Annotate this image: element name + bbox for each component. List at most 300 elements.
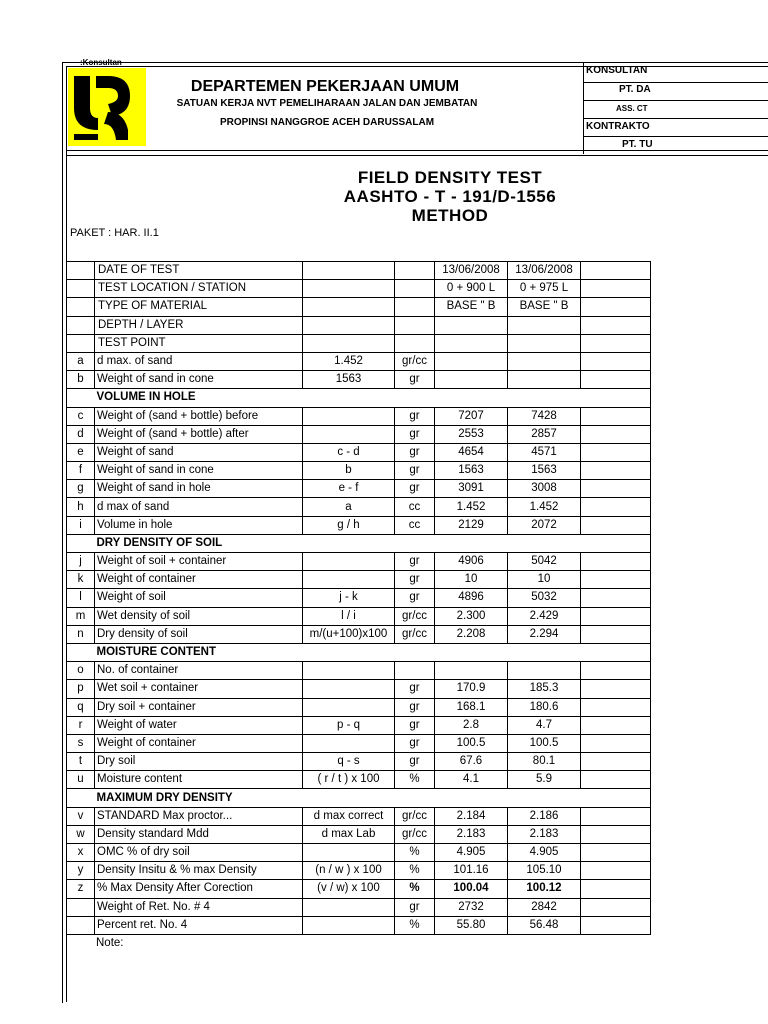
value-extra bbox=[581, 734, 651, 752]
value-test-1: 67.6 bbox=[435, 753, 508, 771]
province-title: PROPINSI NANGGROE ACEH DARUSSALAM bbox=[219, 117, 435, 128]
section-cell bbox=[581, 534, 651, 552]
row-label: Density standard Mdd bbox=[95, 825, 303, 843]
value-test-2: 185.3 bbox=[508, 680, 581, 698]
row-formula: 1.452 bbox=[303, 352, 395, 370]
row-label: Dry soil + container bbox=[95, 698, 303, 716]
row-unit: cc bbox=[395, 516, 435, 534]
value-test-2: 1563 bbox=[508, 462, 581, 480]
value-extra bbox=[581, 844, 651, 862]
section-cell bbox=[67, 534, 95, 552]
value-test-2: 4.7 bbox=[508, 716, 581, 734]
row-unit: cc bbox=[395, 498, 435, 516]
row-label: STANDARD Max proctor... bbox=[95, 807, 303, 825]
value-extra bbox=[581, 698, 651, 716]
row-letter bbox=[67, 280, 95, 298]
row-formula: b bbox=[303, 462, 395, 480]
row-formula bbox=[303, 316, 395, 334]
value-test-1: 1.452 bbox=[435, 498, 508, 516]
satker-title: SATUAN KERJA NVT PEMELIHARAAN JALAN DAN JEMBATAN bbox=[176, 98, 478, 109]
row-label: Weight of water bbox=[95, 716, 303, 734]
row-letter: f bbox=[67, 462, 95, 480]
value-test-2: 13/06/2008 bbox=[508, 262, 581, 280]
row-unit bbox=[395, 262, 435, 280]
section-cell bbox=[395, 389, 435, 407]
row-label: Weight of container bbox=[95, 571, 303, 589]
section-cell bbox=[67, 643, 95, 661]
value-extra bbox=[581, 589, 651, 607]
row-unit: gr bbox=[395, 571, 435, 589]
row-unit: % bbox=[395, 916, 435, 934]
row-letter: z bbox=[67, 880, 95, 898]
value-test-2: 4.905 bbox=[508, 844, 581, 862]
row-formula: j - k bbox=[303, 589, 395, 607]
row-formula bbox=[303, 425, 395, 443]
title-line-2: AASHTO - T - 191/D-1556 bbox=[343, 187, 557, 206]
row-unit: gr/cc bbox=[395, 825, 435, 843]
row-formula: c - d bbox=[303, 443, 395, 461]
value-test-1: 2.208 bbox=[435, 625, 508, 643]
row-formula: d max correct bbox=[303, 807, 395, 825]
row-formula bbox=[303, 680, 395, 698]
value-test-2 bbox=[508, 371, 581, 389]
section-row bbox=[67, 643, 651, 661]
value-test-2: 5032 bbox=[508, 589, 581, 607]
row-label: Weight of sand in cone bbox=[95, 462, 303, 480]
section-label: VOLUME IN HOLE bbox=[95, 389, 303, 407]
value-extra bbox=[581, 498, 651, 516]
section-cell bbox=[581, 643, 651, 661]
title-line-1: FIELD DENSITY TEST bbox=[357, 168, 543, 187]
section-cell bbox=[67, 789, 95, 807]
row-formula: ( r / t ) x 100 bbox=[303, 771, 395, 789]
value-test-2: 7428 bbox=[508, 407, 581, 425]
section-cell bbox=[435, 534, 508, 552]
department-title: DEPARTEMEN PEKERJAAN UMUM bbox=[190, 78, 460, 95]
row-unit: gr bbox=[395, 698, 435, 716]
value-test-2: 0 + 975 L bbox=[508, 280, 581, 298]
section-cell bbox=[581, 389, 651, 407]
value-test-2 bbox=[508, 316, 581, 334]
value-extra bbox=[581, 807, 651, 825]
row-formula bbox=[303, 734, 395, 752]
value-test-1: 2553 bbox=[435, 425, 508, 443]
value-test-2: 100.5 bbox=[508, 734, 581, 752]
row-unit: gr bbox=[395, 716, 435, 734]
paket-label: PAKET : HAR. II.1 bbox=[70, 227, 159, 239]
value-extra bbox=[581, 316, 651, 334]
section-row bbox=[67, 389, 651, 407]
row-label: d max. of sand bbox=[95, 352, 303, 370]
table-row bbox=[67, 753, 651, 771]
value-extra bbox=[581, 625, 651, 643]
value-test-2: 4571 bbox=[508, 443, 581, 461]
value-test-2: 3008 bbox=[508, 480, 581, 498]
value-test-1: 4.1 bbox=[435, 771, 508, 789]
value-test-2: 10 bbox=[508, 571, 581, 589]
row-unit bbox=[395, 316, 435, 334]
value-extra bbox=[581, 262, 651, 280]
row-label: Weight of soil bbox=[95, 589, 303, 607]
row-label: TEST LOCATION / STATION bbox=[95, 280, 303, 298]
row-unit: gr bbox=[395, 480, 435, 498]
value-test-2: 1.452 bbox=[508, 498, 581, 516]
row-formula bbox=[303, 662, 395, 680]
table-row bbox=[67, 516, 651, 534]
row-letter: o bbox=[67, 662, 95, 680]
section-cell bbox=[435, 643, 508, 661]
row-unit: gr bbox=[395, 462, 435, 480]
value-extra bbox=[581, 298, 651, 316]
pu-logo-icon bbox=[68, 68, 146, 146]
table-row bbox=[67, 734, 651, 752]
row-unit: gr bbox=[395, 753, 435, 771]
table-row bbox=[67, 625, 651, 643]
table-row bbox=[67, 844, 651, 862]
row-label: Density Insitu & % max Density bbox=[95, 862, 303, 880]
value-extra bbox=[581, 607, 651, 625]
value-extra bbox=[581, 825, 651, 843]
value-test-1: 4906 bbox=[435, 553, 508, 571]
value-test-1 bbox=[435, 334, 508, 352]
section-cell bbox=[435, 389, 508, 407]
table-row bbox=[67, 371, 651, 389]
value-test-2: 180.6 bbox=[508, 698, 581, 716]
table-row bbox=[67, 698, 651, 716]
row-label: Percent ret. No. 4 bbox=[95, 916, 303, 934]
logo-caption: :Konsultan bbox=[80, 58, 122, 67]
table-row bbox=[67, 571, 651, 589]
kontraktor-name: PT. TU bbox=[622, 139, 653, 150]
konsultan-label: KONSULTAN bbox=[586, 65, 648, 76]
row-formula bbox=[303, 553, 395, 571]
row-letter: e bbox=[67, 443, 95, 461]
value-test-2: 80.1 bbox=[508, 753, 581, 771]
row-label: Weight of sand bbox=[95, 443, 303, 461]
row-label: TEST POINT bbox=[95, 334, 303, 352]
row-formula: (n / w ) x 100 bbox=[303, 862, 395, 880]
row-unit bbox=[395, 298, 435, 316]
value-test-2: 2.294 bbox=[508, 625, 581, 643]
row-letter bbox=[67, 898, 95, 916]
value-extra bbox=[581, 425, 651, 443]
row-letter: s bbox=[67, 734, 95, 752]
row-letter bbox=[67, 916, 95, 934]
table-row bbox=[67, 407, 651, 425]
row-letter: x bbox=[67, 844, 95, 862]
section-cell bbox=[303, 789, 395, 807]
section-cell bbox=[508, 643, 581, 661]
value-extra bbox=[581, 407, 651, 425]
table-row bbox=[67, 662, 651, 680]
section-cell bbox=[303, 389, 395, 407]
row-letter: w bbox=[67, 825, 95, 843]
row-label: Weight of (sand + bottle) before bbox=[95, 407, 303, 425]
row-label: Weight of (sand + bottle) after bbox=[95, 425, 303, 443]
section-cell bbox=[303, 534, 395, 552]
note-label: Note: bbox=[96, 937, 124, 949]
table-row bbox=[67, 771, 651, 789]
row-letter: u bbox=[67, 771, 95, 789]
row-unit: gr bbox=[395, 425, 435, 443]
value-test-2: 5042 bbox=[508, 553, 581, 571]
table-row bbox=[67, 498, 651, 516]
value-test-2: 2.183 bbox=[508, 825, 581, 843]
row-unit: gr bbox=[395, 371, 435, 389]
value-test-1: 7207 bbox=[435, 407, 508, 425]
value-test-1: 13/06/2008 bbox=[435, 262, 508, 280]
table-row bbox=[67, 716, 651, 734]
row-unit: gr/cc bbox=[395, 807, 435, 825]
section-cell bbox=[508, 389, 581, 407]
value-test-2: 2857 bbox=[508, 425, 581, 443]
value-test-1: 2.183 bbox=[435, 825, 508, 843]
row-formula bbox=[303, 571, 395, 589]
value-extra bbox=[581, 916, 651, 934]
section-cell bbox=[303, 643, 395, 661]
konsultan-name: PT. DA bbox=[619, 84, 651, 95]
section-cell bbox=[581, 789, 651, 807]
row-formula bbox=[303, 407, 395, 425]
row-letter: d bbox=[67, 425, 95, 443]
value-test-1: 3091 bbox=[435, 480, 508, 498]
row-formula: m/(u+100)x100 bbox=[303, 625, 395, 643]
value-test-2: 2842 bbox=[508, 898, 581, 916]
row-formula bbox=[303, 844, 395, 862]
row-label: No. of container bbox=[95, 662, 303, 680]
value-extra bbox=[581, 880, 651, 898]
value-test-1: 170.9 bbox=[435, 680, 508, 698]
row-letter: a bbox=[67, 352, 95, 370]
row-letter: b bbox=[67, 371, 95, 389]
section-label: MOISTURE CONTENT bbox=[95, 643, 303, 661]
value-extra bbox=[581, 571, 651, 589]
value-test-1: 4.905 bbox=[435, 844, 508, 862]
table-row bbox=[67, 607, 651, 625]
row-unit: gr bbox=[395, 407, 435, 425]
row-formula: a bbox=[303, 498, 395, 516]
row-label: DEPTH / LAYER bbox=[95, 316, 303, 334]
row-letter: q bbox=[67, 698, 95, 716]
value-test-1: 101.16 bbox=[435, 862, 508, 880]
row-letter bbox=[67, 262, 95, 280]
row-label: Moisture content bbox=[95, 771, 303, 789]
table-row bbox=[67, 352, 651, 370]
value-test-2: BASE " B bbox=[508, 298, 581, 316]
table-row bbox=[67, 589, 651, 607]
row-label: Wet density of soil bbox=[95, 607, 303, 625]
row-formula: e - f bbox=[303, 480, 395, 498]
row-unit: gr/cc bbox=[395, 607, 435, 625]
value-test-2: 100.12 bbox=[508, 880, 581, 898]
title-line-3: METHOD bbox=[411, 206, 489, 225]
value-test-1: 168.1 bbox=[435, 698, 508, 716]
value-test-2: 2.186 bbox=[508, 807, 581, 825]
row-unit: gr bbox=[395, 734, 435, 752]
section-label: MAXIMUM DRY DENSITY bbox=[95, 789, 303, 807]
value-extra bbox=[581, 662, 651, 680]
value-extra bbox=[581, 516, 651, 534]
table-row bbox=[67, 443, 651, 461]
row-label: % Max Density After Corection bbox=[95, 880, 303, 898]
value-extra bbox=[581, 352, 651, 370]
row-unit: gr bbox=[395, 553, 435, 571]
row-unit: % bbox=[395, 844, 435, 862]
row-formula: d max Lab bbox=[303, 825, 395, 843]
row-letter: t bbox=[67, 753, 95, 771]
value-extra bbox=[581, 371, 651, 389]
section-cell bbox=[435, 789, 508, 807]
value-test-1: 2.8 bbox=[435, 716, 508, 734]
row-unit: gr bbox=[395, 443, 435, 461]
table-row bbox=[67, 480, 651, 498]
row-label: OMC % of dry soil bbox=[95, 844, 303, 862]
row-label: Weight of container bbox=[95, 734, 303, 752]
row-letter: m bbox=[67, 607, 95, 625]
ass-label: ASS. CT bbox=[616, 104, 648, 113]
row-letter bbox=[67, 316, 95, 334]
row-unit: gr/cc bbox=[395, 352, 435, 370]
value-test-1: 100.5 bbox=[435, 734, 508, 752]
row-formula bbox=[303, 698, 395, 716]
section-cell bbox=[395, 789, 435, 807]
value-test-1: 0 + 900 L bbox=[435, 280, 508, 298]
row-unit bbox=[395, 280, 435, 298]
row-letter: h bbox=[67, 498, 95, 516]
value-test-2 bbox=[508, 662, 581, 680]
row-label: Weight of sand in cone bbox=[95, 371, 303, 389]
row-label: Weight of soil + container bbox=[95, 553, 303, 571]
value-test-2 bbox=[508, 334, 581, 352]
row-formula bbox=[303, 280, 395, 298]
row-formula: g / h bbox=[303, 516, 395, 534]
row-letter bbox=[67, 298, 95, 316]
value-test-2: 2.429 bbox=[508, 607, 581, 625]
value-extra bbox=[581, 680, 651, 698]
field-density-table bbox=[66, 261, 651, 935]
value-test-1: 4896 bbox=[435, 589, 508, 607]
value-test-2: 2072 bbox=[508, 516, 581, 534]
row-letter: k bbox=[67, 571, 95, 589]
value-test-1: 2129 bbox=[435, 516, 508, 534]
value-test-1: 55.80 bbox=[435, 916, 508, 934]
row-unit: % bbox=[395, 771, 435, 789]
section-cell bbox=[508, 534, 581, 552]
row-letter: v bbox=[67, 807, 95, 825]
value-test-1 bbox=[435, 662, 508, 680]
row-formula: l / i bbox=[303, 607, 395, 625]
section-label: DRY DENSITY OF SOIL bbox=[95, 534, 303, 552]
row-unit bbox=[395, 662, 435, 680]
row-label: Volume in hole bbox=[95, 516, 303, 534]
consultant-contractor-box bbox=[583, 62, 768, 154]
table-row bbox=[67, 553, 651, 571]
row-letter: g bbox=[67, 480, 95, 498]
row-letter: j bbox=[67, 553, 95, 571]
value-test-1 bbox=[435, 371, 508, 389]
value-test-1: 2.300 bbox=[435, 607, 508, 625]
value-test-1: 10 bbox=[435, 571, 508, 589]
value-test-1: BASE " B bbox=[435, 298, 508, 316]
section-cell bbox=[395, 534, 435, 552]
table-row bbox=[67, 298, 651, 316]
row-label: DATE OF TEST bbox=[95, 262, 303, 280]
value-extra bbox=[581, 753, 651, 771]
row-letter: i bbox=[67, 516, 95, 534]
value-extra bbox=[581, 553, 651, 571]
row-unit: % bbox=[395, 862, 435, 880]
row-formula bbox=[303, 334, 395, 352]
value-extra bbox=[581, 462, 651, 480]
value-test-2 bbox=[508, 352, 581, 370]
value-test-1: 1563 bbox=[435, 462, 508, 480]
row-label: Weight of sand in hole bbox=[95, 480, 303, 498]
value-extra bbox=[581, 280, 651, 298]
row-unit: gr bbox=[395, 680, 435, 698]
table-row bbox=[67, 262, 651, 280]
table-row bbox=[67, 334, 651, 352]
table-row bbox=[67, 807, 651, 825]
row-letter: l bbox=[67, 589, 95, 607]
row-unit: % bbox=[395, 880, 435, 898]
table-row bbox=[67, 425, 651, 443]
value-test-1 bbox=[435, 316, 508, 334]
table-row bbox=[67, 316, 651, 334]
value-test-2: 105.10 bbox=[508, 862, 581, 880]
row-unit: gr/cc bbox=[395, 625, 435, 643]
row-letter: n bbox=[67, 625, 95, 643]
table-row bbox=[67, 825, 651, 843]
value-extra bbox=[581, 716, 651, 734]
row-unit bbox=[395, 334, 435, 352]
table-row bbox=[67, 462, 651, 480]
value-extra bbox=[581, 862, 651, 880]
value-test-1: 4654 bbox=[435, 443, 508, 461]
row-label: TYPE OF MATERIAL bbox=[95, 298, 303, 316]
row-label: d max of sand bbox=[95, 498, 303, 516]
row-formula bbox=[303, 916, 395, 934]
row-formula: q - s bbox=[303, 753, 395, 771]
section-cell bbox=[508, 789, 581, 807]
table-row bbox=[67, 862, 651, 880]
row-formula: 1563 bbox=[303, 371, 395, 389]
row-formula bbox=[303, 262, 395, 280]
value-extra bbox=[581, 771, 651, 789]
table-row bbox=[67, 898, 651, 916]
row-letter: r bbox=[67, 716, 95, 734]
table-row bbox=[67, 680, 651, 698]
value-test-1: 2732 bbox=[435, 898, 508, 916]
section-cell bbox=[395, 643, 435, 661]
row-label: Weight of Ret. No. # 4 bbox=[95, 898, 303, 916]
value-extra bbox=[581, 334, 651, 352]
row-formula bbox=[303, 898, 395, 916]
value-extra bbox=[581, 480, 651, 498]
value-test-1 bbox=[435, 352, 508, 370]
table-row bbox=[67, 280, 651, 298]
row-letter: c bbox=[67, 407, 95, 425]
row-label: Wet soil + container bbox=[95, 680, 303, 698]
value-test-2: 5.9 bbox=[508, 771, 581, 789]
table-row bbox=[67, 916, 651, 934]
document-title bbox=[280, 168, 620, 225]
value-test-1: 2.184 bbox=[435, 807, 508, 825]
row-label: Dry density of soil bbox=[95, 625, 303, 643]
row-label: Dry soil bbox=[95, 753, 303, 771]
row-letter: y bbox=[67, 862, 95, 880]
value-test-1: 100.04 bbox=[435, 880, 508, 898]
table-row bbox=[67, 880, 651, 898]
